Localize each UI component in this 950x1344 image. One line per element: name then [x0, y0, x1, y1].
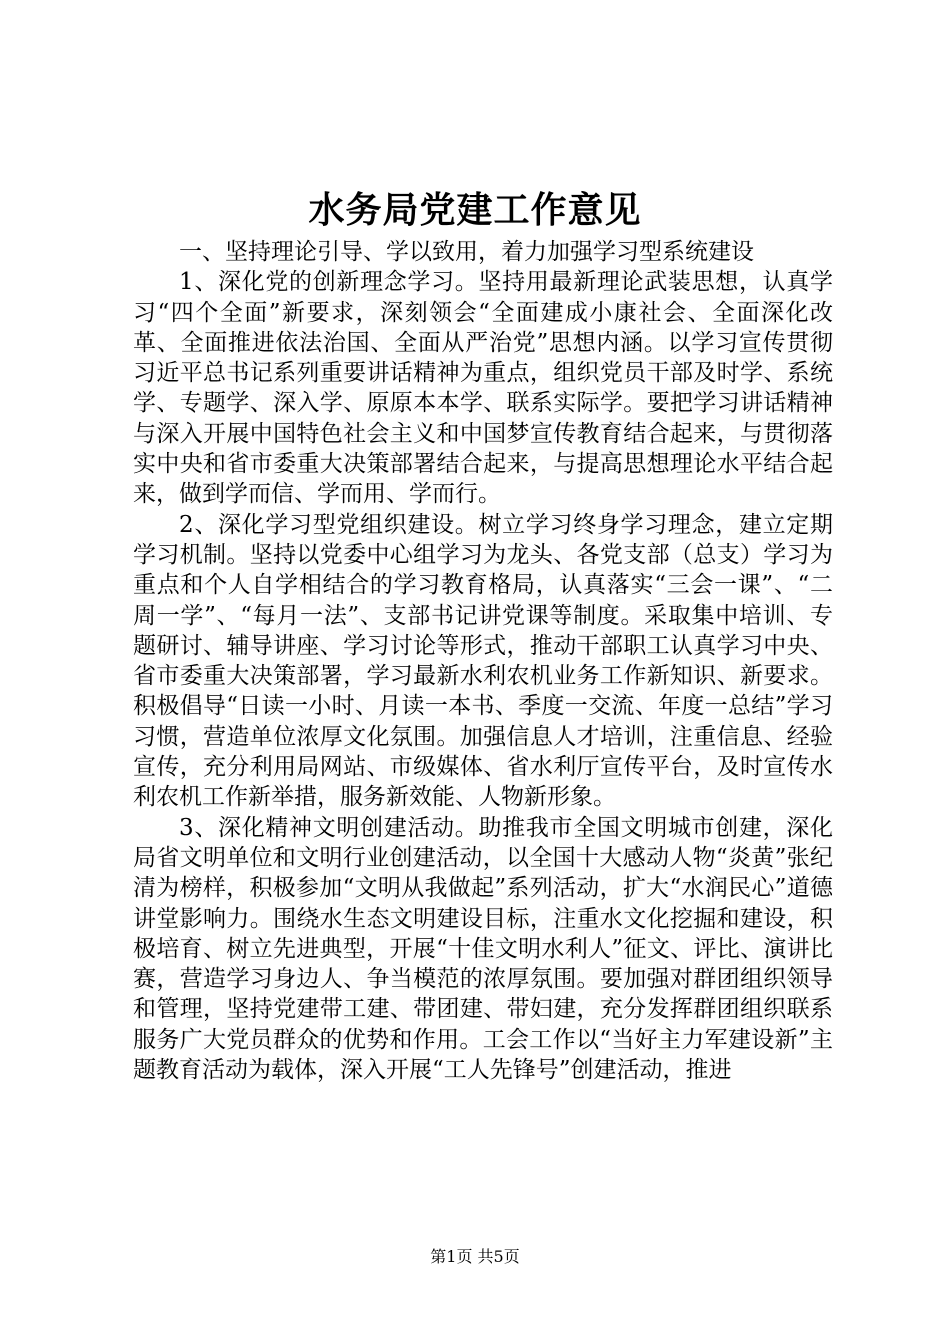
paragraph: 1、深化党的创新理念学习。坚持用最新理论武装思想，认真学习“四个全面”新要求，深刻领会“全面建成小康社会、全面深化改革、全面推进依法治国、全面从严治党”思想内涵。以学习宣传贯彻习近平总书记系列重要讲话精神为重点，组织党员干部及时学、系统学、专题学、深入学、原原本本学、联系实际学。要把学习讲话精神与深入开展中国特色社会主义和中国梦宣传教育结合起来，与贯彻落实中央和省市委重大决策部署结合起来，与提高思想理论水平结合起来，做到学而信、学而用、学而行。: [133, 269, 833, 508]
document-title: 水务局党建工作意见: [308, 189, 642, 231]
paragraph: 3、深化精神文明创建活动。助推我市全国文明城市创建，深化局省文明单位和文明行业创建活动，以全国十大感动人物“炎黄”张纪清为榜样，积极参加“文明从我做起”系列活动，扩大“水润民心”道德讲堂影响力。围绕水生态文明建设目标，注重水文化挖掘和建设，积极培育、树立先进典型，开展“十佳文明水利人”征文、评比、演讲比赛，营造学习身边人、争当模范的浓厚氛围。要加强对群团组织领导和管理，坚持党建带工建、带团建、带妇建，充分发挥群团组织联系服务广大党员群众的优势和作用。工会工作以“当好主力军建设新”主题教育活动为载体，深入开展“工人先锋号”创建活动，推进: [133, 814, 833, 1084]
document-body: [133, 237, 833, 1085]
paragraph: 2、深化学习型党组织建设。树立学习终身学习理念，建立定期学习机制。坚持以党委中心组学习为龙头、各党支部（总支）学习为重点和个人自学相结合的学习教育格局，认真落实“三会一课”、“二周一学”、“每月一法”、支部书记讲党课等制度。采取集中培训、专题研讨、辅导讲座、学习讨论等形式，推动干部职工认真学习中央、省市委重大决策部署，学习最新水利农机业务工作新知识、新要求。积极倡导“日读一小时、月读一本书、季度一交流、年度一总结”学习习惯，营造单位浓厚文化氛围。加强信息人才培训，注重信息、经验宣传，充分利用局网站、市级媒体、省水利厅宣传平台，及时宣传水利农机工作新举措，服务新效能、人物新形象。: [133, 511, 833, 811]
page-footer: 第1页 共5页: [430, 1247, 520, 1266]
section-heading: 一、坚持理论引导、学以致用，着力加强学习型系统建设: [179, 239, 754, 265]
